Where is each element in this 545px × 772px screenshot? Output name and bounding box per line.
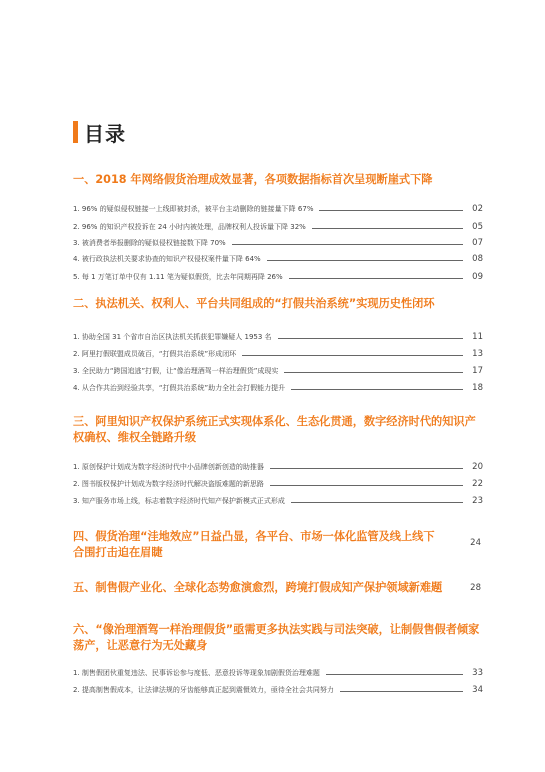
dot-leader bbox=[312, 228, 463, 229]
entry-text: 4. 被行政执法机关要求协查的知识产权侵权案件量下降 64% bbox=[73, 255, 261, 263]
toc-entry[interactable] bbox=[73, 477, 483, 491]
section-2-title: 二、执法机关、权利人、平台共同组成的“打假共治系统”实现历史性闭环 bbox=[73, 297, 435, 310]
entry-page: 18 bbox=[472, 383, 483, 393]
section-4-page: 24 bbox=[470, 538, 481, 548]
entry-page: 34 bbox=[472, 685, 483, 695]
entry-page: 23 bbox=[472, 496, 483, 506]
entry-page: 13 bbox=[472, 349, 483, 359]
entry-text: 5. 每 1 万笔订单中仅有 1.11 笔为疑似假货，比去年同期再降 26% bbox=[73, 273, 283, 281]
section-5-title: 五、制售假产业化、全球化态势愈演愈烈，跨境打假成知产保护领域新难题 bbox=[73, 581, 443, 594]
entry-page: 09 bbox=[472, 272, 483, 282]
dot-leader bbox=[270, 485, 463, 486]
dot-leader bbox=[232, 244, 463, 245]
toc-entry[interactable] bbox=[73, 252, 483, 266]
entry-page: 07 bbox=[472, 238, 483, 248]
toc-entry[interactable] bbox=[73, 666, 483, 680]
dot-leader bbox=[284, 372, 463, 373]
entry-text: 2. 96% 的知识产权投诉在 24 小时内被处理，品牌权利人投诉量下降 32% bbox=[73, 223, 306, 231]
toc-entry[interactable] bbox=[73, 347, 483, 361]
dot-leader bbox=[267, 260, 463, 261]
entry-page: 02 bbox=[472, 204, 483, 214]
entry-text: 1. 制售假团伙重复违法、民事诉讼参与度低、恶意投诉等现象加剧假货治理难题 bbox=[73, 669, 320, 677]
section-6-title: 六、“像治理酒驾一样治理假货”亟需更多执法实践与司法突破，让制假售假者倾家荡产，让恶意行为无处藏身 bbox=[73, 623, 480, 652]
entry-text: 2. 阿里打假联盟成员破百，“打假共治系统”形成闭环 bbox=[73, 350, 237, 358]
entry-text: 4. 从合作共治到经验共享，“打假共治系统”助力全社会打假能力提升 bbox=[73, 384, 286, 392]
dot-leader bbox=[278, 338, 463, 339]
entry-text: 1. 96% 的疑似侵权链接一上线即被封杀，被平台主动删除的链接量下降 67% bbox=[73, 205, 314, 213]
entry-page: 05 bbox=[472, 222, 483, 232]
entry-text: 1. 协助全国 31 个省市自治区执法机关抓获犯罪嫌疑人 1953 名 bbox=[73, 333, 272, 341]
toc-entry[interactable] bbox=[73, 330, 483, 344]
toc-entry[interactable] bbox=[73, 270, 483, 284]
toc-entry[interactable] bbox=[73, 202, 483, 216]
toc-entry[interactable] bbox=[73, 236, 483, 250]
entry-page: 08 bbox=[472, 254, 483, 264]
entry-text: 2. 图书版权保护计划成为数字经济时代解决盗版难题的新思路 bbox=[73, 480, 264, 488]
entry-text: 3. 知产服务市场上线，标志着数字经济时代知产保护新模式正式形成 bbox=[73, 497, 285, 505]
toc-entry[interactable] bbox=[73, 683, 483, 697]
toc-entry[interactable] bbox=[73, 220, 483, 234]
dot-leader bbox=[291, 502, 463, 503]
entry-page: 11 bbox=[472, 332, 483, 342]
dot-leader bbox=[340, 691, 463, 692]
toc-entry[interactable] bbox=[73, 381, 483, 395]
dot-leader bbox=[319, 210, 463, 211]
entry-text: 3. 被消费者举报删除的疑似侵权链接数下降 70% bbox=[73, 239, 226, 247]
dot-leader bbox=[326, 674, 463, 675]
entry-page: 17 bbox=[472, 366, 483, 376]
toc-entry[interactable] bbox=[73, 460, 483, 474]
section-5-page: 28 bbox=[470, 583, 481, 593]
toc-entry[interactable] bbox=[73, 494, 483, 508]
entry-page: 22 bbox=[472, 479, 483, 489]
section-1-title: 一、2018 年网络假货治理成效显著，各项数据指标首次呈现断崖式下降 bbox=[73, 173, 433, 186]
entry-text: 3. 全民助力“跨国追逃”打假，让“像治理酒驾一样治理假货”成现实 bbox=[73, 367, 279, 375]
section-3-title: 三、阿里知识产权保护系统正式实现体系化、生态化贯通，数字经济时代的知识产权确权、维权全链路升级 bbox=[73, 415, 476, 444]
entry-text: 2. 提高制售假成本，让法律法规的牙齿能够真正起到震慑效力，亟待全社会共同努力 bbox=[73, 686, 334, 694]
dot-leader bbox=[270, 468, 463, 469]
entry-page: 33 bbox=[472, 668, 483, 678]
entry-text: 1. 原创保护计划成为数字经济时代中小品牌创新创造的助推器 bbox=[73, 463, 264, 471]
dot-leader bbox=[242, 355, 463, 356]
title-accent-bar bbox=[73, 121, 78, 143]
section-4-title: 四、假货治理“洼地效应”日益凸显，各平台、市场一体化监管及线上线下合围打击迫在眉睫 bbox=[73, 530, 435, 559]
toc-header bbox=[73, 120, 126, 144]
toc-entry[interactable] bbox=[73, 364, 483, 378]
dot-leader bbox=[291, 389, 463, 390]
toc-title: 目录 bbox=[84, 121, 126, 146]
entry-page: 20 bbox=[472, 462, 483, 472]
dot-leader bbox=[289, 278, 463, 279]
